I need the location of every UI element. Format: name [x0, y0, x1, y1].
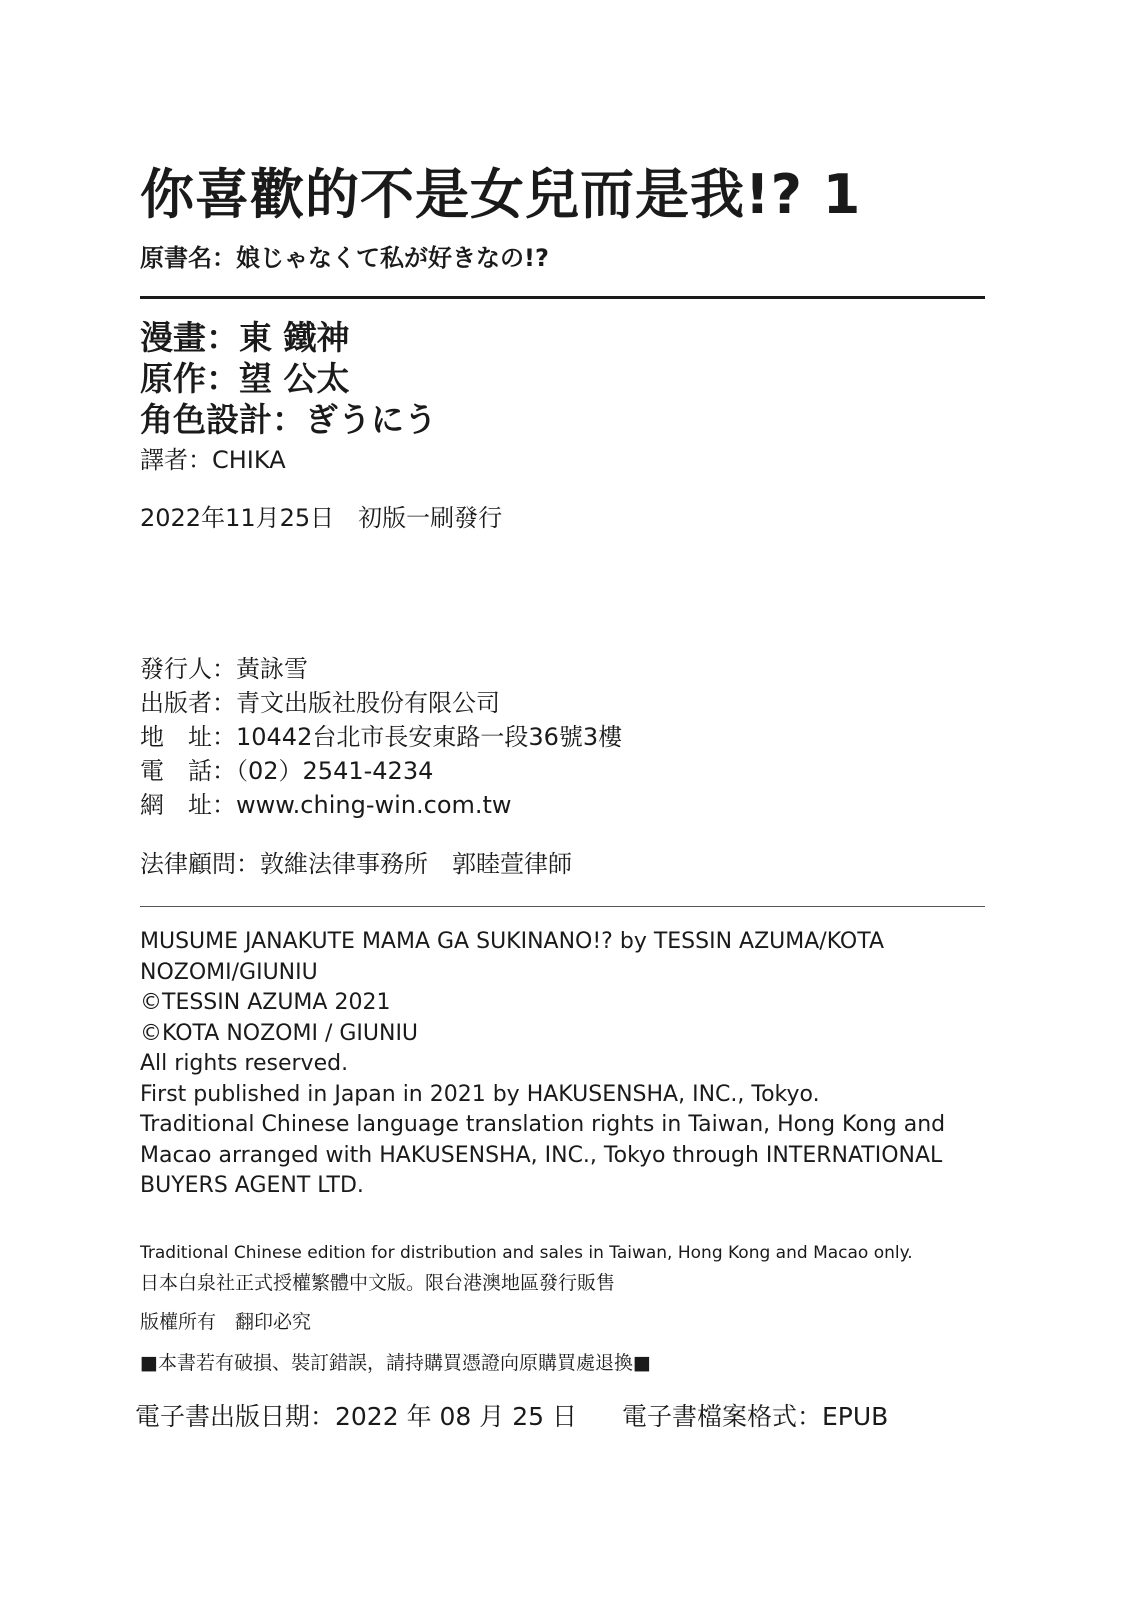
- rights-reserved: 版權所有 翻印必究: [140, 1310, 312, 1333]
- translator: 譯者：CHIKA: [140, 446, 286, 474]
- publisher-website: 網 址：www.ching-win.com.tw: [140, 791, 512, 819]
- damage-notice: ■本書若有破損、裝訂錯誤，請持購買憑證向原購買處退換■: [140, 1351, 651, 1374]
- copyright-line: Traditional Chinese language translation rights in Taiwan, Hong Kong and: [140, 1112, 946, 1137]
- publisher-name: 出版者：青文出版社股份有限公司: [140, 689, 500, 717]
- copyright-line: Macao arranged with HAKUSENSHA, INC., Tokyo through INTERNATIONAL: [140, 1142, 943, 1168]
- copyright-line: MUSUME JANAKUTE MAMA GA SUKINANO!? by TESSIN AZUMA/KOTA: [140, 929, 885, 954]
- copyright-line: ©TESSIN AZUMA 2021: [140, 990, 391, 1015]
- copyright-line: First published in Japan in 2021 by HAKUSENSHA, INC., Tokyo.: [140, 1081, 820, 1107]
- copyright-divider: [140, 906, 985, 907]
- credit-manga: 漫畫：東 鐵神: [140, 318, 350, 357]
- copyright-line: NOZOMI/GIUNIU: [140, 959, 318, 985]
- publisher-address: 地 址：10442台北市長安東路一段36號3樓: [140, 723, 623, 751]
- distribution-english: Traditional Chinese edition for distribution and sales in Taiwan, Hong Kong and Macao only.: [140, 1242, 913, 1263]
- title-divider: [140, 296, 985, 299]
- copyright-notice: [140, 927, 985, 1202]
- copyright-line: BUYERS AGENT LTD.: [140, 1173, 364, 1198]
- edition-date: 2022年11月25日 初版一刷發行: [140, 504, 503, 532]
- ebook-format: 電子書檔案格式：EPUB: [621, 1402, 889, 1431]
- book-title: 你喜歡的不是女兒而是我!? 1: [140, 163, 862, 226]
- copyright-line: ©KOTA NOZOMI / GIUNIU: [140, 1020, 419, 1046]
- credit-original-story: 原作：望 公太: [140, 359, 350, 398]
- colophon: [140, 160, 985, 1378]
- publisher-issuer: 發行人：黃詠雪: [140, 655, 308, 683]
- publisher-info: [140, 652, 985, 822]
- credits: [140, 317, 985, 440]
- original-title: 原書名：娘じゃなくて私が好きなの!?: [140, 244, 549, 272]
- copyright-line: All rights reserved.: [140, 1051, 349, 1076]
- publisher-phone: 電 話：（02）2541-4234: [140, 757, 434, 785]
- credit-character-design: 角色設計：ぎうにう: [140, 400, 437, 439]
- ebook-info: [135, 1400, 888, 1434]
- distribution-chinese: 日本白泉社正式授權繁體中文版。限台港澳地區發行販售: [140, 1271, 616, 1294]
- distribution-notice: [140, 1238, 985, 1298]
- ebook-date: 電子書出版日期：2022 年 08 月 25 日: [135, 1402, 577, 1431]
- legal-advisor: 法律顧問：敦維法律事務所 郭睦萱律師: [140, 850, 572, 878]
